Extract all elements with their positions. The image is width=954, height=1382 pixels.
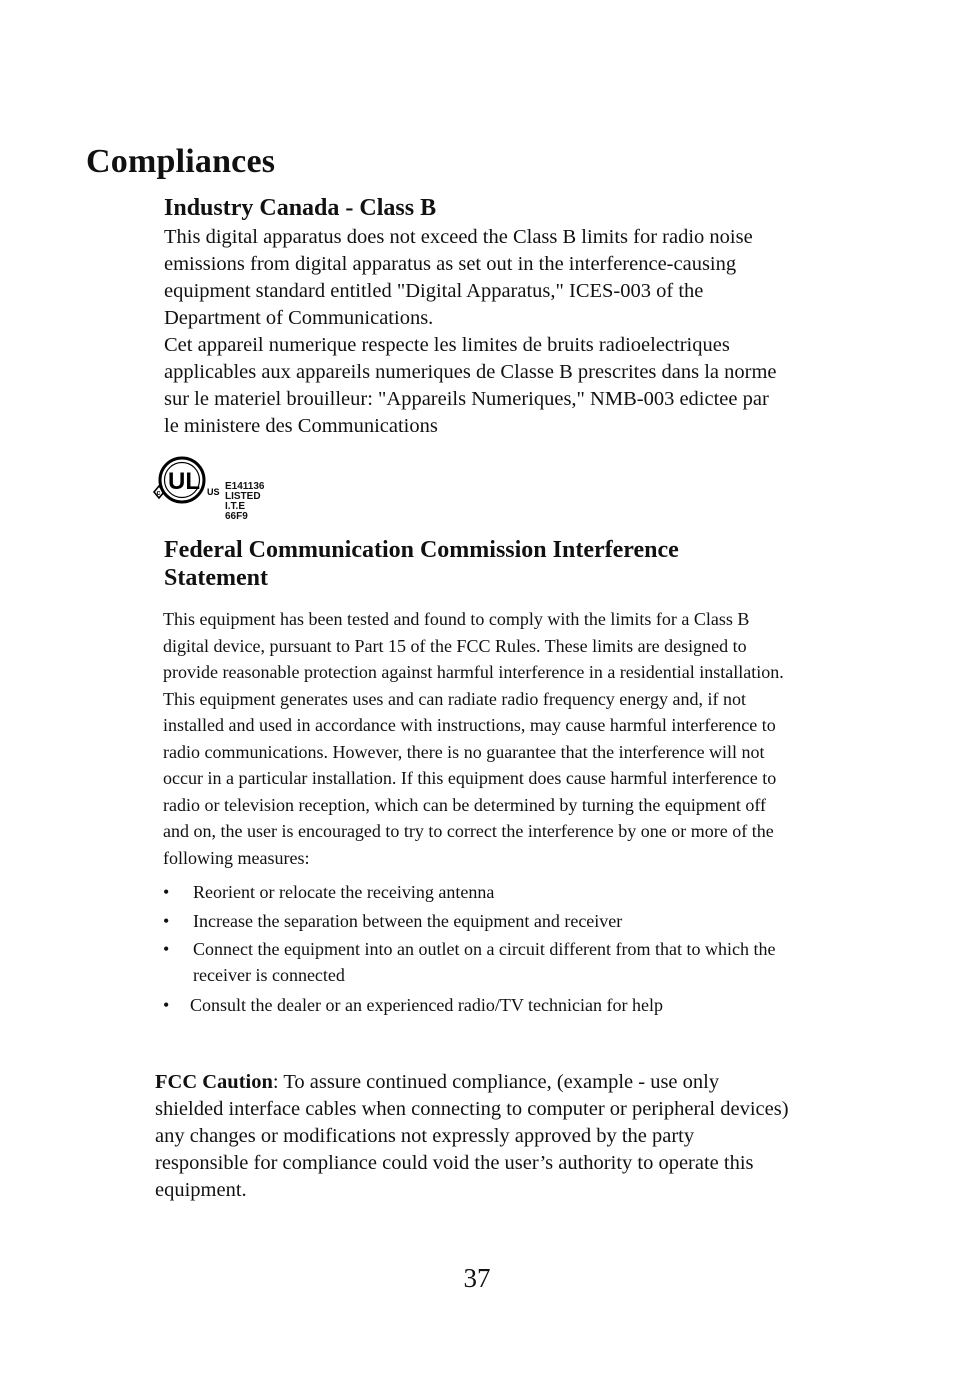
body-line: Department of Communications.	[164, 307, 434, 329]
list-item-text: Consult the dealer or an experienced radio/TV technician for help	[190, 995, 663, 1015]
fcc-caution-first-line	[155, 1069, 885, 1096]
body-line: applicables aux appareils numeriques de Classe B prescrites dans la norme	[164, 361, 777, 383]
body-line: radio communications. However, there is no guarantee that the interference will not	[163, 741, 765, 762]
body-line: shielded interface cables when connecting to computer or peripheral devices)	[155, 1098, 789, 1120]
list-item-text: receiver is connected	[193, 965, 345, 985]
body-line: This equipment generates uses and can radiate radio frequency energy and, if not	[163, 688, 746, 709]
ul-line: 66F9	[225, 511, 248, 522]
ul-line: I.T.E	[225, 501, 246, 512]
body-line: This equipment has been tested and found to comply with the limits for a Class B	[163, 609, 750, 629]
body-line: following measures:	[163, 847, 310, 868]
body-line: equipment.	[155, 1179, 247, 1201]
industry-canada-body	[164, 224, 884, 440]
ul-letters: UL	[168, 468, 200, 495]
ul-line: E141136	[225, 481, 265, 492]
bullet-icon: •	[163, 911, 170, 931]
body-line: installed and used in accordance with instructions, may cause harmful interference to	[163, 715, 776, 735]
bullet-icon: •	[163, 995, 170, 1015]
fcc-heading-line: Statement	[164, 565, 268, 591]
bullet-icon: •	[163, 939, 170, 959]
body-line: occur in a particular installation. If this equipment does cause harmful interference to	[163, 768, 777, 788]
body-line: any changes or modifications not expressly approved by the party	[155, 1125, 695, 1147]
body-line: responsible for compliance could void the user’s authority to operate this	[155, 1152, 754, 1174]
body-line: emissions from digital apparatus as set out in the interference-causing	[164, 253, 737, 275]
list-item-text: Increase the separation between the equipment and receiver	[193, 911, 623, 931]
body-line: Cet appareil numerique respecte les limites de bruits radioelectriques	[164, 334, 730, 356]
body-line: le ministere des Communications	[164, 415, 438, 437]
body-line: This digital apparatus does not exceed the Class B limits for radio noise	[164, 226, 753, 248]
body-line: equipment standard entitled "Digital Apparatus," ICES-003 of the	[164, 280, 704, 302]
body-line: radio or television reception, which can be determined by turning the equipment off	[163, 794, 766, 815]
body-line: digital device, pursuant to Part 15 of the FCC Rules. These limits are designed to	[163, 635, 747, 656]
list-item-text: Connect the equipment into an outlet on a circuit different from that to which the	[193, 939, 776, 959]
ul-us-label: US	[207, 487, 220, 497]
list-item-text: Reorient or relocate the receiving antenna	[193, 882, 495, 902]
fcc-caution-text: : To assure continued compliance, (example - use only	[272, 1071, 720, 1093]
page-title: Compliances	[86, 143, 276, 180]
ul-c-label: c	[156, 490, 161, 497]
ul-listing-text	[225, 482, 265, 522]
industry-canada-heading: Industry Canada - Class B	[164, 195, 437, 221]
page-number: 37	[463, 1263, 491, 1293]
fcc-heading	[164, 536, 679, 592]
body-line: and on, the user is encouraged to try to correct the interference by one or more of the	[163, 821, 774, 841]
bullet-icon: •	[163, 882, 170, 902]
body-line: provide reasonable protection against harmful interference in a residential installation.	[163, 662, 784, 682]
fcc-body	[163, 606, 879, 871]
fcc-caution	[155, 1069, 885, 1204]
fcc-heading-line: Federal Communication Commission Interference	[164, 537, 679, 563]
body-line: sur le materiel brouilleur: "Appareils Numeriques," NMB-003 edictee par	[164, 388, 769, 410]
ul-line: LISTED	[225, 491, 261, 502]
fcc-caution-label: FCC Caution	[155, 1071, 273, 1093]
